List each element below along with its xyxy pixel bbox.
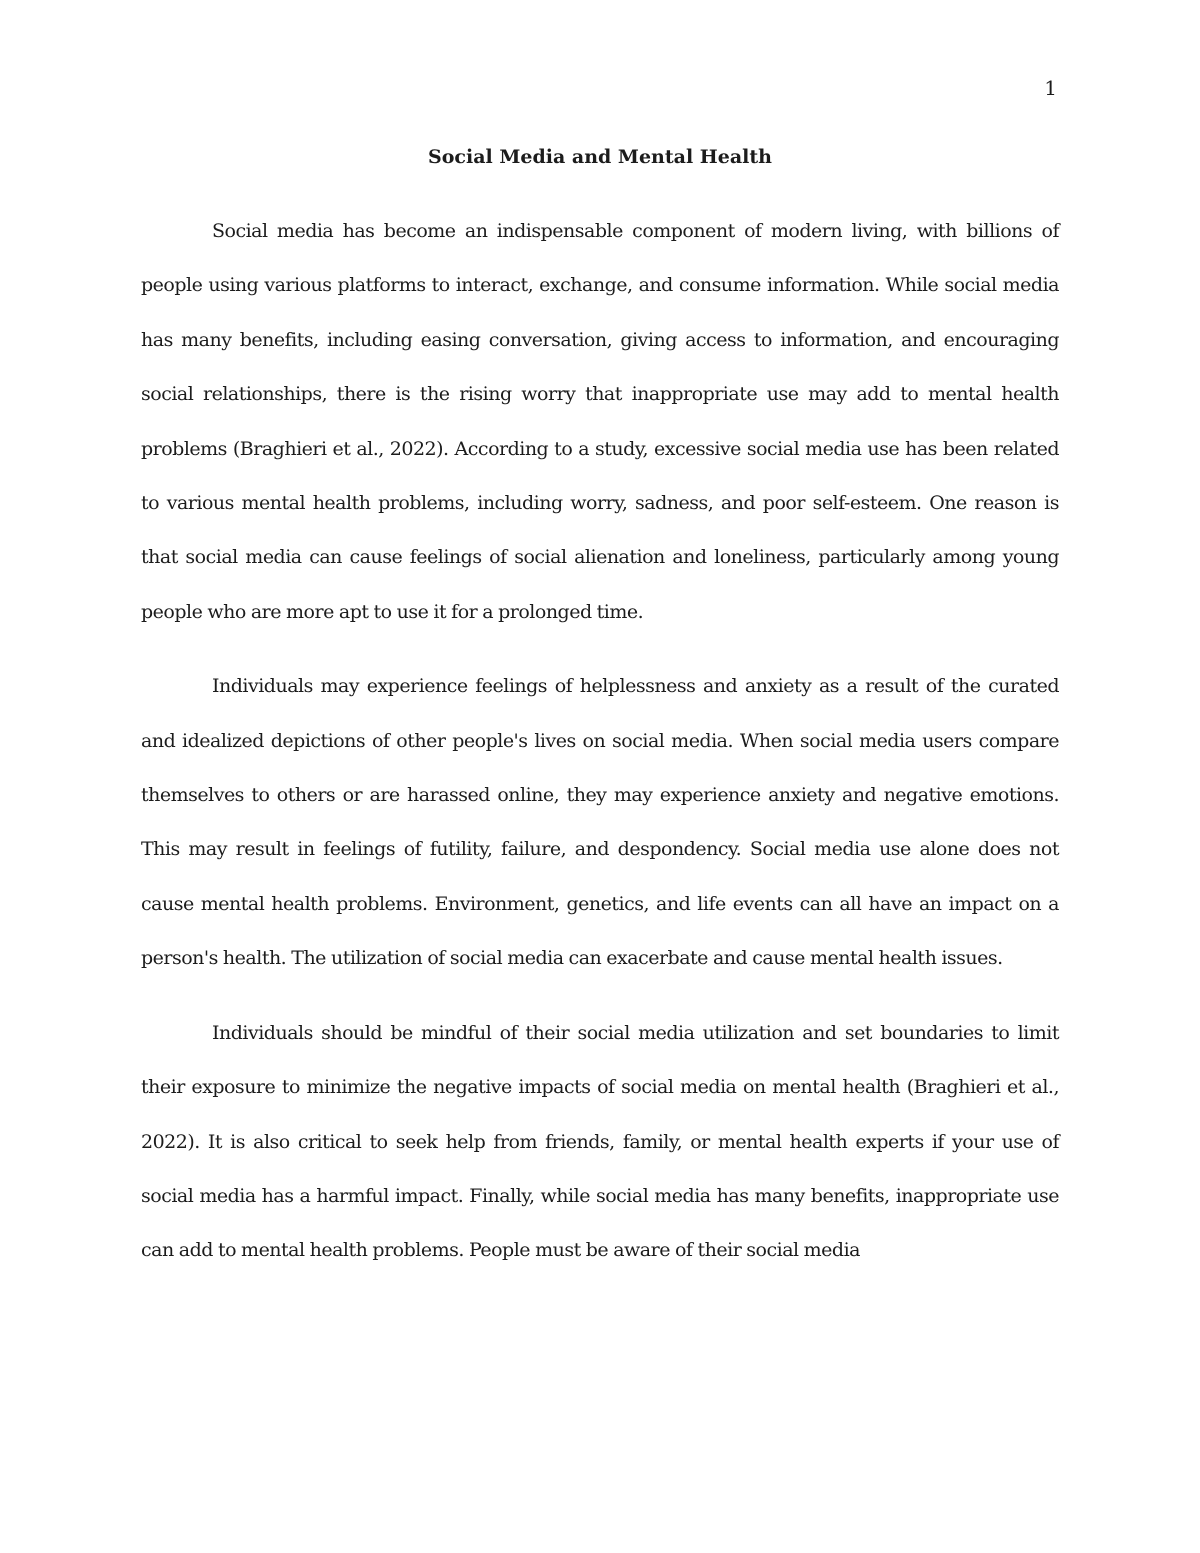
document-body [141, 204, 1059, 1298]
paragraph-1: Social media has become an indispensable component of modern living, with billions of people using various platforms to interact, exchange, and consume information. While social media has many benefits, including easing conversation, giving access to information, and encouraging social relationships, there is the rising worry that inappropriate use may add to mental health problems (Braghieri et al., 2022). According to a study, excessive social media use has been related to various mental health problems, including worry, sadness, and poor self-esteem. One reason is that social media can cause feelings of social alienation and loneliness, particularly among young people who are more apt to use it for a prolonged time. [141, 220, 1059, 623]
paragraph-2: Individuals may experience feelings of helplessness and anxiety as a result of the curated and idealized depictions of other people's lives on social media. When social media users compare themselves to others or are harassed online, they may experience anxiety and negative emotions. This may result in feelings of futility, failure, and despondency. Social media use alone does not cause mental health problems. Environment, genetics, and life events can all have an impact on a person's health. The utilization of social media can exacerbate and cause mental health issues. [141, 675, 1059, 970]
paragraph-3: Individuals should be mindful of their social media utilization and set boundaries to limit their exposure to minimize the negative impacts of social media on mental health (Braghieri et al., 2022). It is also critical to seek help from friends, family, or mental health experts if your use of social media has a harmful impact. Finally, while social media has many benefits, inappropriate use can add to mental health problems. People must be aware of their social media [141, 1021, 1059, 1262]
document-title: Social Media and Mental Health [428, 146, 772, 168]
page-number: 1 [1044, 76, 1057, 100]
